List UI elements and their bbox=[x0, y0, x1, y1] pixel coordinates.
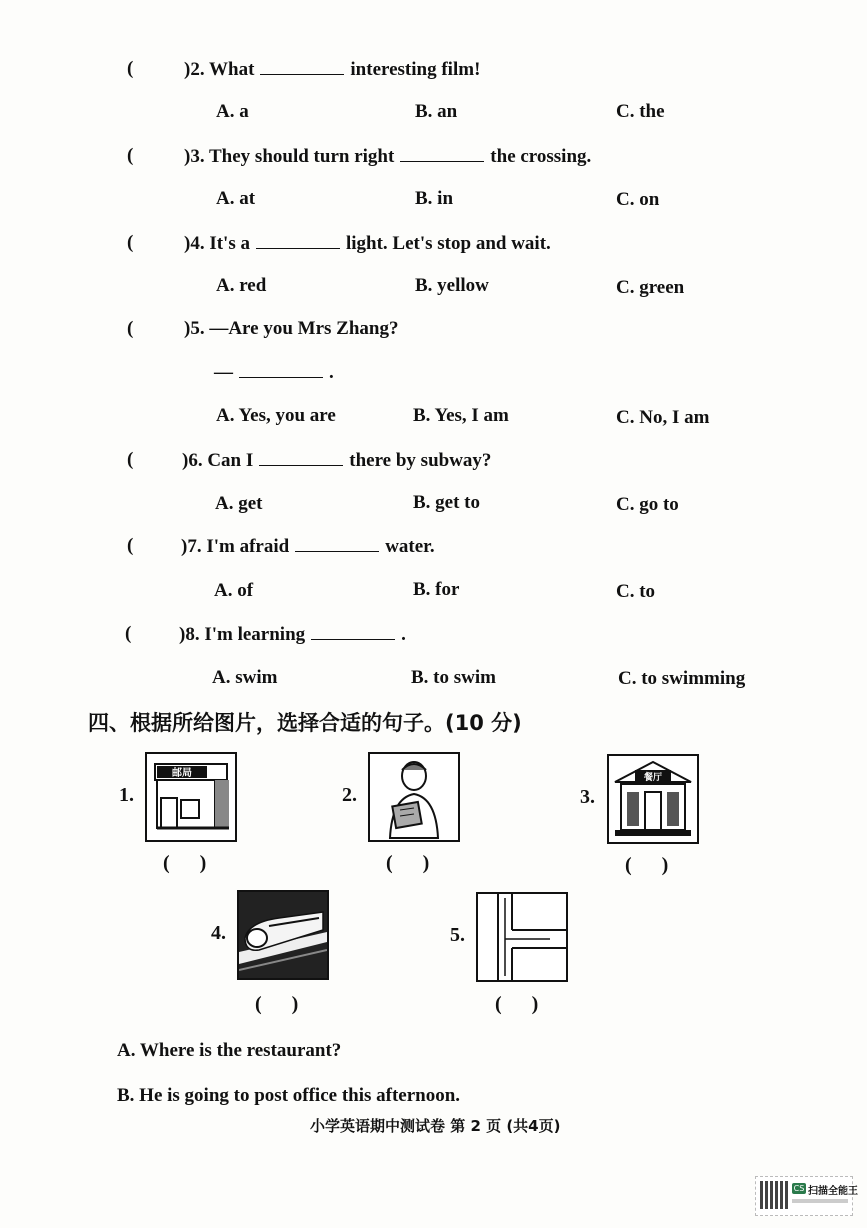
option-b: B. yellow bbox=[415, 275, 489, 296]
option-c: C. on bbox=[616, 189, 660, 210]
watermark-fine-print bbox=[792, 1199, 848, 1203]
section-4-title: 四、根据所给图片，选择合适的句子。(10 分) bbox=[88, 711, 522, 735]
question-text-before: What bbox=[209, 59, 255, 80]
restaurant-icon bbox=[607, 754, 699, 844]
option-c: C. No, I am bbox=[616, 407, 710, 428]
question-text-after: water. bbox=[385, 536, 435, 557]
question-text-before: Can I bbox=[207, 450, 254, 471]
restaurant-sign-text: 餐厅 bbox=[643, 773, 663, 783]
picture-number: 3. bbox=[580, 786, 595, 808]
option-c: C. to swimming bbox=[618, 668, 746, 689]
picture-number: 1. bbox=[119, 784, 134, 806]
scanner-logo-icon: CS bbox=[793, 1184, 805, 1193]
dash: — bbox=[214, 362, 233, 383]
question-text-before: I'm afraid bbox=[206, 536, 290, 557]
option-b: B. in bbox=[415, 188, 454, 209]
question-text-after: the crossing. bbox=[490, 146, 592, 167]
answer-paren-open: ( bbox=[127, 318, 134, 339]
question-number: )7. bbox=[181, 536, 202, 557]
option-c: C. green bbox=[616, 277, 685, 298]
sentence-a: A. Where is the restaurant? bbox=[117, 1040, 342, 1061]
post-office-icon bbox=[145, 752, 237, 842]
option-b: B. get to bbox=[413, 492, 481, 513]
answer-paren-open: ( bbox=[125, 623, 132, 644]
answer-blank[interactable] bbox=[259, 449, 343, 466]
question-5 bbox=[0, 318, 867, 348]
option-a: A. a bbox=[216, 101, 249, 122]
question-4 bbox=[0, 232, 867, 262]
question-2 bbox=[0, 58, 867, 88]
option-a: A. at bbox=[216, 188, 256, 209]
option-a: A. swim bbox=[212, 667, 278, 688]
option-c: C. to bbox=[616, 581, 656, 602]
question-number: )2. bbox=[184, 59, 205, 80]
answer-paren-open: ( bbox=[127, 449, 134, 470]
option-b: B. to swim bbox=[411, 667, 496, 688]
question-7 bbox=[0, 535, 867, 565]
scanner-brand: 扫描全能王 bbox=[808, 1186, 858, 1197]
option-a: A. Yes, you are bbox=[216, 405, 336, 426]
answer-paren-open: ( bbox=[127, 535, 134, 556]
answer-paren[interactable]: ( ) bbox=[386, 852, 430, 874]
scanner-watermark bbox=[755, 1176, 858, 1216]
option-b: B. for bbox=[413, 579, 460, 600]
question-number: )6. bbox=[182, 450, 203, 471]
question-text-before: It's a bbox=[209, 233, 250, 254]
option-c: C. the bbox=[616, 101, 665, 122]
question-3 bbox=[0, 145, 867, 175]
page-footer: 小学英语期中测试卷 第 2 页 (共4页) bbox=[310, 1117, 561, 1135]
man-reading-icon bbox=[368, 752, 460, 842]
question-number: )8. bbox=[179, 624, 200, 645]
question-8 bbox=[0, 623, 867, 653]
answer-paren[interactable]: ( ) bbox=[495, 993, 539, 1015]
qr-code-icon bbox=[760, 1181, 788, 1209]
answer-paren[interactable]: ( ) bbox=[163, 852, 207, 874]
question-number: )3. bbox=[184, 146, 205, 167]
option-a: A. get bbox=[215, 493, 263, 514]
question-number: )5. bbox=[184, 318, 205, 339]
picture-number: 2. bbox=[342, 784, 357, 806]
crossroad-icon bbox=[476, 892, 568, 982]
train-icon bbox=[237, 890, 329, 980]
question-text-after: . bbox=[401, 624, 406, 645]
answer-blank[interactable] bbox=[239, 361, 323, 378]
option-b: B. Yes, I am bbox=[413, 405, 509, 426]
option-c: C. go to bbox=[616, 494, 679, 515]
period: . bbox=[329, 362, 334, 383]
sentence-b: B. He is going to post office this afternoon. bbox=[117, 1085, 461, 1106]
question-5-answer-line bbox=[0, 361, 867, 391]
answer-blank[interactable] bbox=[256, 232, 340, 249]
question-text-after: there by subway? bbox=[349, 450, 492, 471]
answer-blank[interactable] bbox=[400, 145, 484, 162]
answer-blank[interactable] bbox=[260, 58, 344, 75]
answer-blank[interactable] bbox=[311, 623, 395, 640]
option-a: A. red bbox=[216, 275, 267, 296]
picture-number: 4. bbox=[211, 922, 226, 944]
question-text-before: I'm learning bbox=[204, 624, 306, 645]
option-b: B. an bbox=[415, 101, 458, 122]
question-6 bbox=[0, 449, 867, 479]
question-number: )4. bbox=[184, 233, 205, 254]
answer-paren-open: ( bbox=[127, 58, 134, 79]
question-text-after: light. Let's stop and wait. bbox=[345, 233, 551, 254]
answer-paren-open: ( bbox=[127, 232, 134, 253]
option-a: A. of bbox=[214, 580, 254, 601]
question-text-after: interesting film! bbox=[350, 59, 481, 80]
answer-paren[interactable]: ( ) bbox=[255, 993, 299, 1015]
answer-paren-open: ( bbox=[127, 145, 134, 166]
question-text-before: They should turn right bbox=[209, 146, 395, 167]
post-office-sign-text: 邮局 bbox=[172, 768, 192, 779]
answer-blank[interactable] bbox=[295, 535, 379, 552]
answer-paren[interactable]: ( ) bbox=[625, 854, 669, 876]
picture-number: 5. bbox=[450, 924, 465, 946]
question-text: —Are you Mrs Zhang? bbox=[209, 318, 399, 339]
